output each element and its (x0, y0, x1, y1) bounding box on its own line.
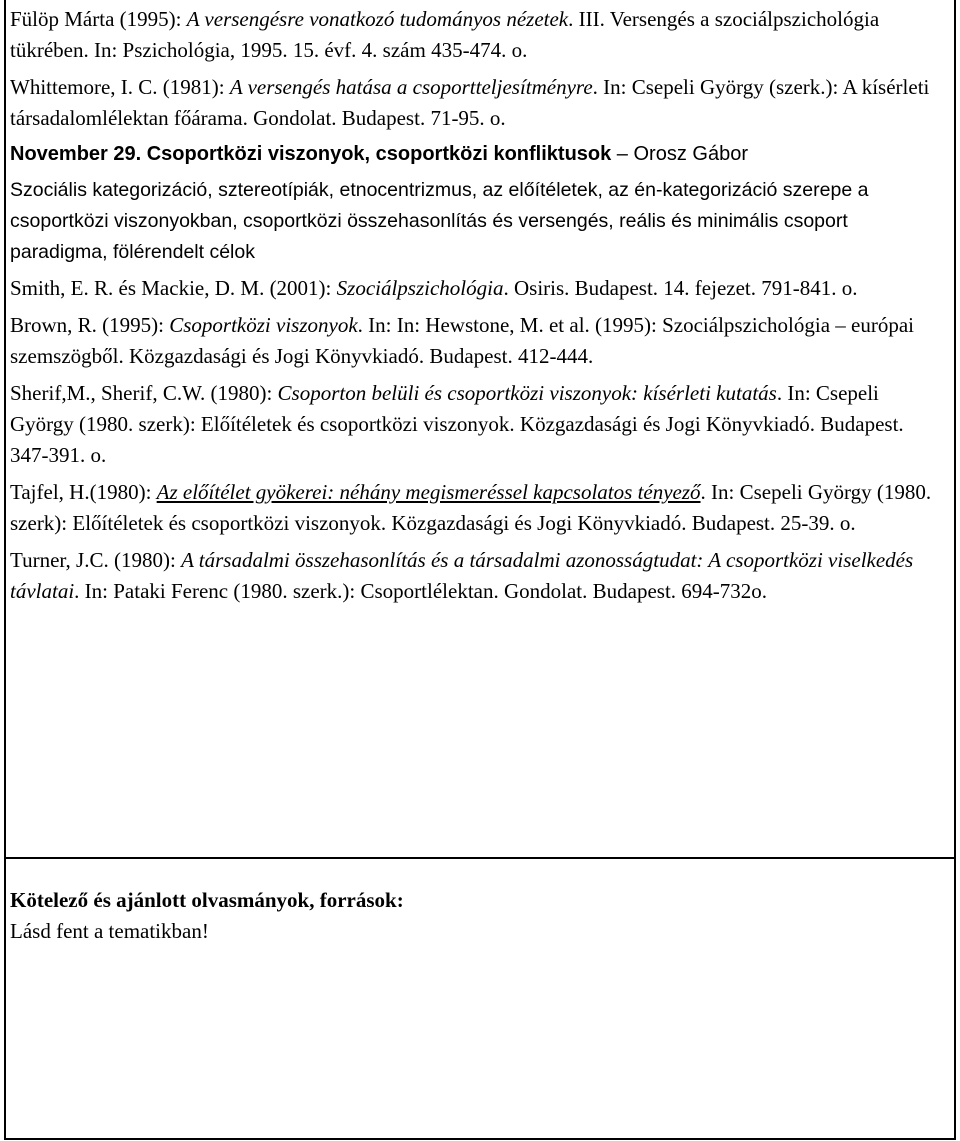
ref-author: Whittemore, I. C. (1981): (10, 75, 230, 99)
ref-title: Szociálpszichológia (336, 276, 504, 300)
reference-whittemore (10, 72, 945, 134)
ref-source: . In: Csepeli György (1980. szerk): Előítéletek és csoportközi viszonyok. Közgazdasági és Jogi Könyvkiadó. Budapest. 347-391. o. (10, 381, 904, 467)
ref-title: A társadalmi összehasonlítás és a társadalmi azonosságtudat: A csoportközi viselkedés távlatai (10, 548, 914, 603)
session-date: November 29. (10, 143, 142, 165)
ref-author: Fülöp Márta (1995): (10, 7, 187, 31)
ref-author: Brown, R. (1995): (10, 313, 170, 337)
ref-title: Az előítélet gyökerei: néhány megismeréssel kapcsolatos tényező (156, 480, 701, 504)
ref-title: A versengésre vonatkozó tudományos nézetek (186, 7, 569, 31)
session-dash: – (611, 143, 634, 165)
reference-smith (10, 273, 945, 304)
ref-source: . In: Csepeli György (szerk.): A kísérleti társadalomlélektan főárama. Gondolat. Budapest. 71-95. o. (10, 75, 930, 130)
reference-list (10, 4, 945, 607)
session-title: Csoportközi viszonyok, csoportközi konfliktusok (146, 143, 612, 165)
session-lecturer: Orosz Gábor (633, 143, 748, 165)
readings-heading-text: Kötelező és ajánlott olvasmányok, források: (10, 888, 404, 912)
readings-section (10, 885, 945, 947)
reference-fulop (10, 4, 945, 66)
ref-author: Sherif,M., Sherif, C.W. (1980): (10, 381, 278, 405)
reference-turner (10, 545, 945, 607)
ref-source: . In: In: Hewstone, M. et al. (1995): Szociálpszichológia – európai szemszögből. Közgazdasági és Jogi Könyvkiadó. Budapest. 412-444. (10, 313, 915, 368)
section-divider (4, 857, 956, 859)
ref-source: . In: Pataki Ferenc (1980. szerk.): Csoportlélektan. Gondolat. Budapest. 694-732o. (74, 579, 768, 603)
readings-text: Lásd fent a tematikban! (10, 919, 209, 943)
ref-title: A versengés hatása a csoportteljesítményre (229, 75, 593, 99)
ref-title: Csoporton belüli és csoportközi viszonyok: kísérleti kutatás (277, 381, 777, 405)
ref-author: Tajfel, H.(1980): (10, 480, 157, 504)
ref-source: . Osiris. Budapest. 14. fejezet. 791-841. o. (503, 276, 858, 300)
reference-sherif (10, 378, 945, 471)
reference-brown (10, 310, 945, 372)
ref-source: . III. Versengés a szociálpszichológia tükrében. In: Pszichológia, 1995. 15. évf. 4. szám 435-474. o. (10, 7, 880, 62)
ref-author: Smith, E. R. és Mackie, D. M. (2001): (10, 276, 337, 300)
readings-heading (10, 885, 945, 916)
session-header (10, 139, 945, 170)
ref-source: . In: Csepeli György (1980. szerk): Előítéletek és csoportközi viszonyok. Közgazdasági és Jogi Könyvkiadó. Budapest. 25-39. o. (10, 480, 932, 535)
session-topics: Szociális kategorizáció, sztereotípiák, etnocentrizmus, az előítéletek, az én-kategorizáció szerepe a csoportközi viszonyokban, csoportközi összehasonlítás és versengés, reális és minimális csoport paradigma, fölérendelt célok (10, 179, 869, 263)
ref-author: Turner, J.C. (1980): (10, 548, 182, 572)
ref-title: Csoportközi viszonyok (169, 313, 358, 337)
reference-tajfel (10, 477, 945, 539)
